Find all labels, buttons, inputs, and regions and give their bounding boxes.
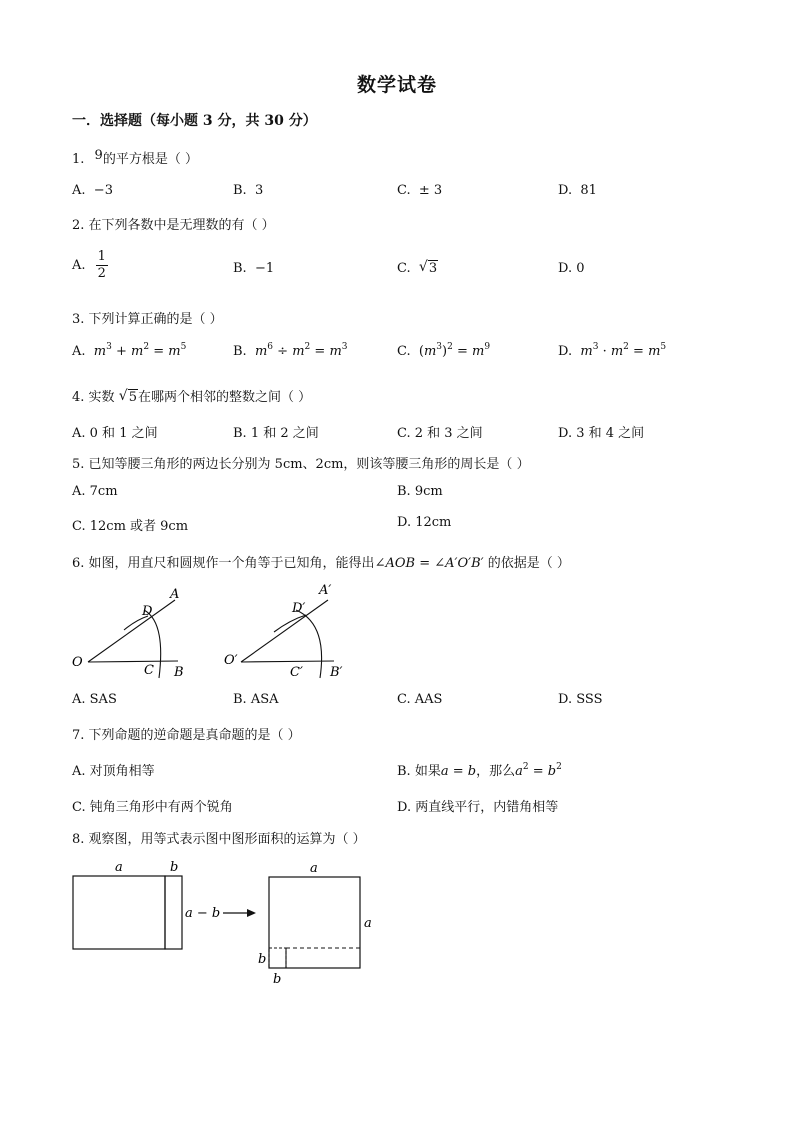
square-a [269, 877, 360, 968]
label-d: D [142, 604, 153, 619]
formula-b: $m^6 \div m^2 = m^3$ [254, 342, 348, 359]
label-c-prime: C′ [290, 665, 303, 680]
q7-option-c[interactable]: C. 钝角三角形中有两个锐角 [72, 800, 233, 815]
sqrt-symbol: √ 5 [119, 390, 138, 405]
q5-option-d[interactable]: D. 12cm [397, 515, 452, 530]
label-a: A [170, 587, 180, 602]
q1-option-a[interactable]: A. −3 [72, 183, 113, 198]
q1-option-d[interactable]: D. 81 [558, 183, 597, 198]
sqrt-symbol: √ 3 [419, 261, 438, 276]
label-c: C [144, 663, 154, 678]
page-title: 数学试卷 [356, 74, 437, 96]
label-a-top-right: a [310, 861, 318, 876]
ray-o-prime-b-prime [241, 661, 334, 662]
question-2: 2. 在下列各数中是无理数的有（ ） [72, 218, 275, 233]
q5-option-a[interactable]: A. 7cm [72, 484, 118, 499]
q6-option-d[interactable]: D. SSS [558, 692, 603, 707]
rect-a [73, 876, 165, 949]
q4-option-b[interactable]: B. 1 和 2 之间 [233, 426, 319, 441]
q7-option-b[interactable]: B. 如果a = b，那么$a^2 = b^2$ [397, 762, 562, 779]
q3-option-d[interactable]: D. $m^3 \cdot m^2 = m^5$ [558, 342, 667, 359]
figure-right-square [258, 861, 372, 987]
q5-option-c[interactable]: C. 12cm 或者 9cm [72, 519, 189, 534]
q3-option-b[interactable]: B. $m^6 \div m^2 = m^3$ [233, 342, 348, 359]
q6-option-c[interactable]: C. AAS [397, 692, 443, 707]
label-a-side: a [364, 916, 372, 931]
figure-left-rectangles [73, 860, 220, 949]
label-a-minus-b: a − b [185, 906, 221, 921]
q2-option-b[interactable]: B. −1 [233, 261, 275, 276]
question-3: 3. 下列计算正确的是（ ） [72, 312, 223, 327]
q2-option-a[interactable]: A. $\frac{1}{2}$ [72, 249, 106, 281]
q4-option-c[interactable]: C. 2 和 3 之间 [397, 426, 483, 441]
question-4: 4. 实数 √ 5在哪两个相邻的整数之间（ ） [72, 386, 311, 405]
ray-ob [88, 661, 178, 662]
q2-option-d[interactable]: D. 0 [558, 261, 585, 276]
label-b-top: b [170, 860, 179, 875]
figure-angle-a-prime-o-prime-b-prime [224, 583, 343, 680]
question-1: 1. 9的平方根是（ ） [72, 148, 198, 167]
fraction-one-half: $\frac{1}{2}$ [97, 249, 106, 281]
angle-equation: ∠AOB = ∠A′O′B′ [374, 556, 484, 571]
q4-option-a[interactable]: A. 0 和 1 之间 [72, 426, 158, 441]
q1-option-c[interactable]: C. ± 3 [397, 183, 443, 198]
q3-option-a[interactable]: A. $m^3 + m^2 = m^5$ [72, 342, 187, 359]
question-7: 7. 下列命题的逆命题是真命题的是（ ） [72, 728, 301, 743]
label-d-prime: D′ [292, 601, 306, 616]
label-b-bottom: b [273, 972, 282, 987]
formula-c: $(m^3)^2 = m^9$ [418, 342, 491, 359]
ray-o-prime-a-prime [241, 600, 328, 662]
formula-d: $m^3 \cdot m^2 = m^5$ [580, 342, 667, 359]
q7-option-a[interactable]: A. 对顶角相等 [72, 764, 155, 779]
section-heading: 一．选择题（每小题 3 分，共 30 分） [72, 113, 317, 129]
label-b-prime: B′ [330, 665, 343, 680]
area-figure [66, 855, 386, 990]
arc-small-prime [274, 615, 306, 632]
q4-option-d[interactable]: D. 3 和 4 之间 [558, 426, 645, 441]
rect-b [165, 876, 182, 949]
small-square-b [269, 948, 286, 968]
question-5: 5. 已知等腰三角形的两边长分别为 5cm、2cm，则该等腰三角形的周长是（ ） [72, 457, 530, 472]
q1-option-b[interactable]: B. 3 [233, 183, 264, 198]
q6-option-a[interactable]: A. SAS [72, 692, 117, 707]
label-a-prime: A′ [319, 583, 332, 598]
q6-option-b[interactable]: B. ASA [233, 692, 279, 707]
question-6: 6. 如图，用直尺和圆规作一个角等于已知角，能得出∠AOB = ∠A′O′B′ 的依据是（ ） [72, 556, 570, 571]
figure-angle-aob [72, 587, 184, 680]
angle-construction-figure [66, 582, 366, 682]
q2-option-c[interactable]: C. √ 3 [397, 261, 438, 276]
label-b-side: b [258, 952, 267, 967]
question-8: 8. 观察图，用等式表示图中图形面积的运算为（ ） [72, 832, 366, 847]
q5-option-b[interactable]: B. 9cm [397, 484, 443, 499]
arrow-icon [223, 909, 256, 917]
ray-oa [88, 600, 175, 662]
label-o-prime: O′ [224, 653, 238, 668]
label-a-top: a [115, 860, 123, 875]
q7-option-d[interactable]: D. 两直线平行，内错角相等 [397, 800, 559, 815]
formula-a: $m^3 + m^2 = m^5$ [93, 342, 187, 359]
label-o: O [72, 655, 83, 670]
label-b: B [174, 665, 184, 680]
formula-a2-eq-b2: $a^2 = b^2$ [515, 762, 562, 779]
formula-a-eq-b: a = b [440, 764, 477, 779]
q3-option-c[interactable]: C. $(m^3)^2 = m^9$ [397, 342, 491, 359]
